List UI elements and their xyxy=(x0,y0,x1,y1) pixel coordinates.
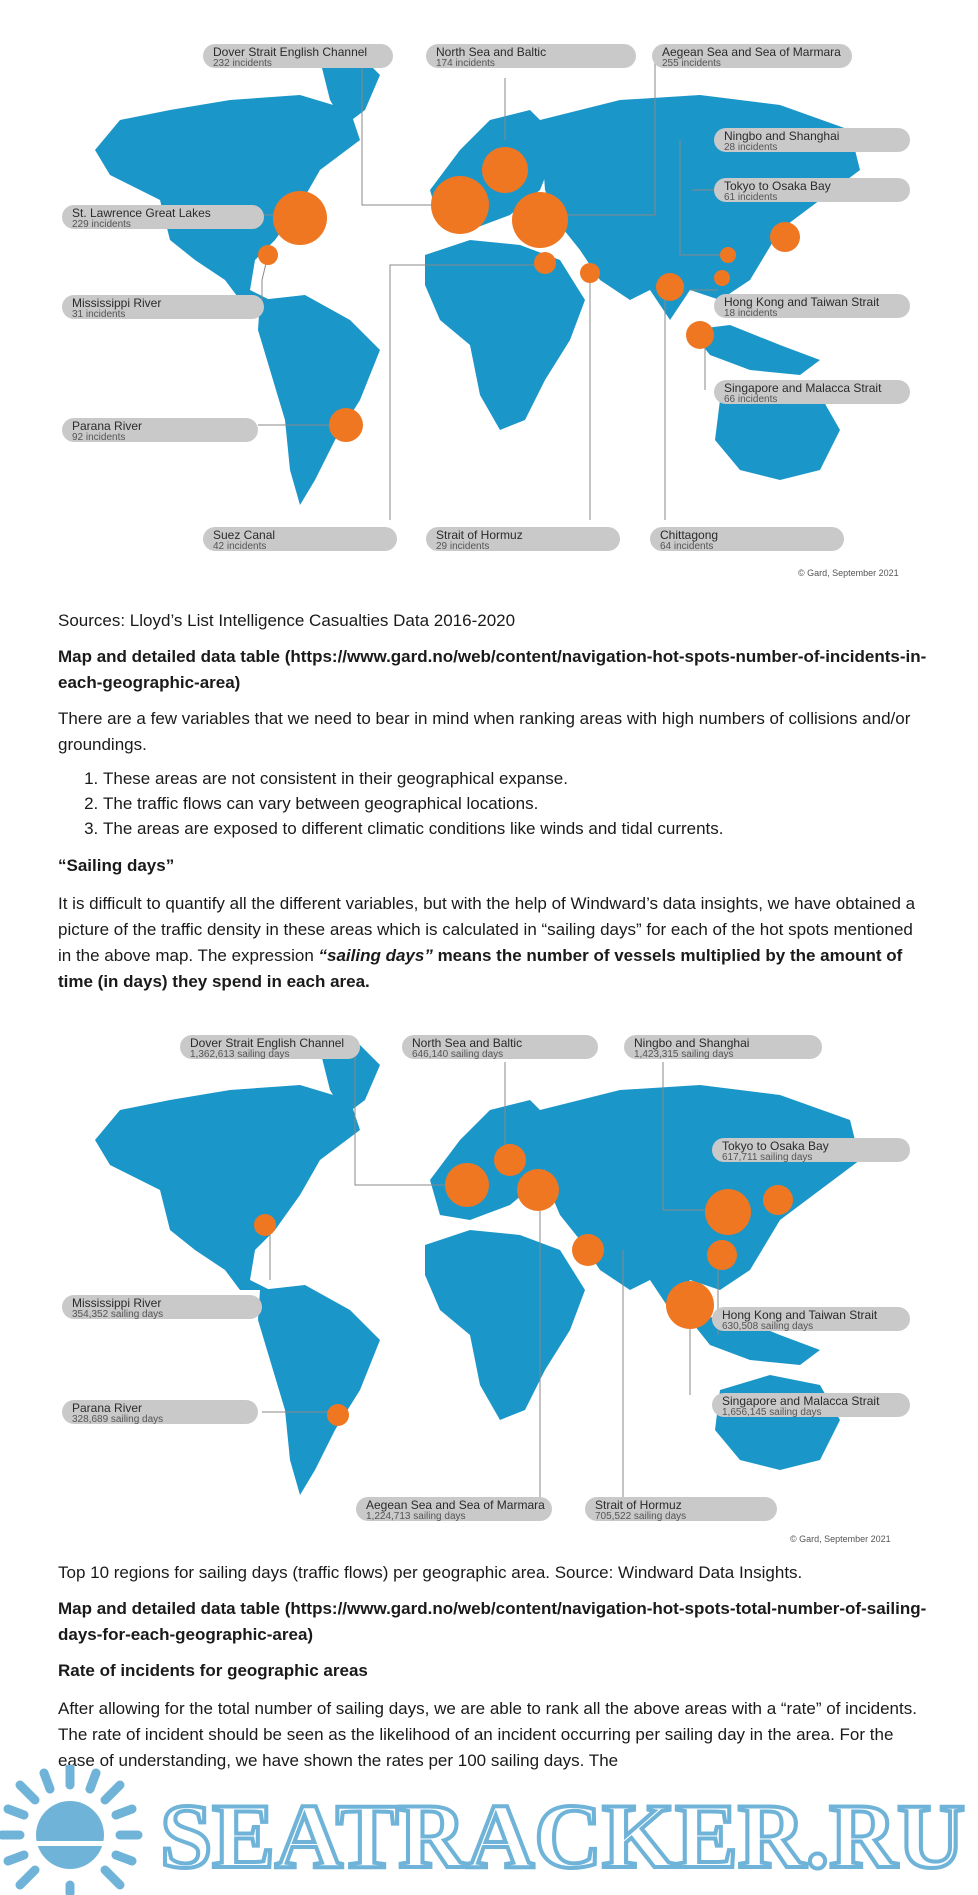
label-chittagong xyxy=(650,527,844,551)
label-name: Hong Kong and Taiwan Strait xyxy=(724,295,880,309)
list-item: 3. The areas are exposed to different climatic conditions like winds and tidal currents. xyxy=(103,816,928,841)
label-name: Tokyo to Osaka Bay xyxy=(722,1139,829,1153)
bubble-dover xyxy=(431,176,489,234)
label-name: Mississippi River xyxy=(72,296,162,310)
label-name: North Sea and Baltic xyxy=(436,45,547,59)
sailing-days-heading: “Sailing days” xyxy=(58,856,175,875)
label-value: 617,711 sailing days xyxy=(722,1152,813,1163)
label-value: 232 incidents xyxy=(213,58,272,69)
map-link-2[interactable]: Map and detailed data table (https://www.gard.no/web/content/navigation-hot-spots-total-number-of-sailing-days-for-each-geographic-area) xyxy=(58,1599,927,1644)
label-name: Suez Canal xyxy=(213,528,276,542)
sun-icon xyxy=(2,1767,138,1893)
bubble-hong-kong xyxy=(720,247,736,263)
label-value: 328,689 sailing days xyxy=(72,1414,164,1425)
label-name: Tokyo to Osaka Bay xyxy=(724,179,831,193)
label-value: 42 incidents xyxy=(213,541,267,552)
label-name: Aegean Sea and Sea of Marmara xyxy=(366,1498,545,1512)
label-value: 1,423,315 sailing days xyxy=(634,1049,734,1060)
label-singapore xyxy=(714,380,910,404)
bubble-tokyo xyxy=(763,1185,793,1215)
bubble-ningbo xyxy=(714,270,730,286)
bubble-parana xyxy=(327,1404,349,1426)
label-name: Singapore and Malacca Strait xyxy=(724,381,882,395)
rate-heading: Rate of incidents for geographic areas xyxy=(58,1661,368,1680)
label-suez xyxy=(203,527,397,551)
label-value: 646,140 sailing days xyxy=(412,1049,504,1060)
list-item: 1. These areas are not consistent in their geographical expanse. xyxy=(103,766,928,791)
map2-credit: © Gard, September 2021 xyxy=(790,1534,891,1544)
label-value: 64 incidents xyxy=(660,541,714,552)
label-ningbo xyxy=(714,128,910,152)
label-name: Dover Strait English Channel xyxy=(190,1036,345,1050)
bubble-chittagong xyxy=(656,273,684,301)
label-singapore xyxy=(712,1393,910,1417)
label-value: 229 incidents xyxy=(72,219,131,230)
africa xyxy=(425,1230,585,1420)
bubble-singapore xyxy=(686,321,714,349)
label-value: 1,362,613 sailing days xyxy=(190,1049,290,1060)
list-item: 2. The traffic flows can vary between geographical locations. xyxy=(103,791,928,816)
bubble-north-sea xyxy=(494,1144,526,1176)
watermark-text: SEATRACKER.RU xyxy=(160,1785,965,1887)
bubble-parana xyxy=(329,408,363,442)
label-name: Parana River xyxy=(72,419,143,433)
label-value: 354,352 sailing days xyxy=(72,1309,164,1320)
sailing-days-map xyxy=(0,1000,978,1570)
label-st-lawrence xyxy=(62,205,264,229)
bubble-tokyo xyxy=(770,222,800,252)
label-ningbo xyxy=(624,1035,822,1059)
bubble-aegean xyxy=(517,1169,559,1211)
label-value: 29 incidents xyxy=(436,541,490,552)
map2-caption: Top 10 regions for sailing days (traffic flows) per geographic area. Source: Windward Data Insights. xyxy=(58,1563,803,1582)
label-mississippi xyxy=(62,1295,262,1319)
rate-paragraph: After allowing for the total number of sailing days, we are able to rank all the above areas with a “rate” of incidents. The rate of incident should be seen as the likelihood of an incident occurring per sailing day in the area. For the ease of understanding, we have shown the rates per 100 sailing days. The xyxy=(58,1699,917,1770)
bubble-north-sea xyxy=(482,147,528,193)
variables-list xyxy=(58,766,928,841)
label-name: Dover Strait English Channel xyxy=(213,45,368,59)
watermark xyxy=(0,1765,978,1895)
label-hong-kong xyxy=(712,1307,910,1331)
label-name: Singapore and Malacca Strait xyxy=(722,1394,880,1408)
label-value: 174 incidents xyxy=(436,58,495,69)
label-name: Parana River xyxy=(72,1401,143,1415)
label-name: Aegean Sea and Sea of Marmara xyxy=(662,45,841,59)
label-name: Ningbo and Shanghai xyxy=(634,1036,750,1050)
label-value: 1,224,713 sailing days xyxy=(366,1511,466,1522)
sailing-days-paragraph xyxy=(58,891,928,995)
article-section-2 xyxy=(58,1560,928,1774)
africa xyxy=(425,240,585,430)
label-north-sea xyxy=(402,1035,598,1059)
label-mississippi xyxy=(62,295,264,319)
label-aegean xyxy=(652,44,852,68)
label-value: 255 incidents xyxy=(662,58,721,69)
label-value: 66 incidents xyxy=(724,394,778,405)
label-parana xyxy=(62,1400,258,1424)
label-hormuz xyxy=(426,527,620,551)
label-name: Ningbo and Shanghai xyxy=(724,129,840,143)
bubble-dover xyxy=(445,1163,489,1207)
label-value: 31 incidents xyxy=(72,309,126,320)
label-value: 18 incidents xyxy=(724,308,778,319)
label-value: 1,656,145 sailing days xyxy=(722,1407,822,1418)
label-value: 61 incidents xyxy=(724,192,778,203)
world-land-2 xyxy=(95,1045,860,1495)
intro-paragraph: There are a few variables that we need to bear in mind when ranking areas with high numbers of collisions and/or groundings. xyxy=(58,709,911,754)
label-value: 92 incidents xyxy=(72,432,126,443)
article-section-1 xyxy=(58,608,928,995)
bubble-mississippi xyxy=(254,1214,276,1236)
label-name: North Sea and Baltic xyxy=(412,1036,523,1050)
bubble-st-lawrence xyxy=(273,191,327,245)
term-sailing-days: “sailing days” xyxy=(318,946,433,965)
label-tokyo xyxy=(712,1138,910,1162)
asia xyxy=(540,1085,860,1310)
south-america xyxy=(258,1285,380,1495)
bubble-hormuz xyxy=(572,1234,604,1266)
label-hong-kong xyxy=(714,294,910,318)
paragraph-end: means the number of vessels multiplied by the amount of time (in days) they spend in each area. xyxy=(58,946,903,991)
label-parana xyxy=(62,418,258,442)
label-name: Hong Kong and Taiwan Strait xyxy=(722,1308,878,1322)
label-value: 630,508 sailing days xyxy=(722,1321,814,1332)
label-dover xyxy=(180,1035,360,1059)
map1-credit: © Gard, September 2021 xyxy=(798,568,899,578)
label-name: Strait of Hormuz xyxy=(595,1498,682,1512)
label-north-sea xyxy=(426,44,636,68)
label-hormuz xyxy=(585,1497,777,1521)
label-aegean xyxy=(356,1497,552,1521)
north-america xyxy=(95,95,360,300)
bubble-mississippi xyxy=(258,245,278,265)
map2-canvas xyxy=(0,1000,978,1570)
north-america xyxy=(95,1085,360,1290)
bubble-suez xyxy=(534,252,556,274)
bubble-singapore xyxy=(666,1281,714,1329)
bubble-hormuz xyxy=(580,263,600,283)
bubble-ningbo xyxy=(705,1189,751,1235)
label-name: St. Lawrence Great Lakes xyxy=(72,206,211,220)
bubble-aegean xyxy=(512,192,568,248)
label-name: Mississippi River xyxy=(72,1296,162,1310)
label-name: Chittagong xyxy=(660,528,719,542)
label-name: Strait of Hormuz xyxy=(436,528,523,542)
map-link-1[interactable]: Map and detailed data table (https://www.gard.no/web/content/navigation-hot-spots-number-of-incidents-in-each-geographic-area) xyxy=(58,647,927,692)
label-value: 28 incidents xyxy=(724,142,778,153)
label-tokyo xyxy=(714,178,910,202)
sources-line: Sources: Lloyd’s List Intelligence Casualties Data 2016-2020 xyxy=(58,611,516,630)
paragraph-start: It is difficult to quantify all the different variables, but with the help of Windward’s data insights, we have obtained a picture of the traffic density in these areas which is calculated in “sailing days” for each of the hot spots mentioned in the above map. The expression xyxy=(58,894,916,965)
incidents-map xyxy=(0,0,978,590)
label-dover xyxy=(203,44,393,68)
south-america xyxy=(258,295,380,505)
label-value: 705,522 sailing days xyxy=(595,1511,687,1522)
australia xyxy=(715,1375,840,1470)
bubble-hong-kong xyxy=(707,1240,737,1270)
